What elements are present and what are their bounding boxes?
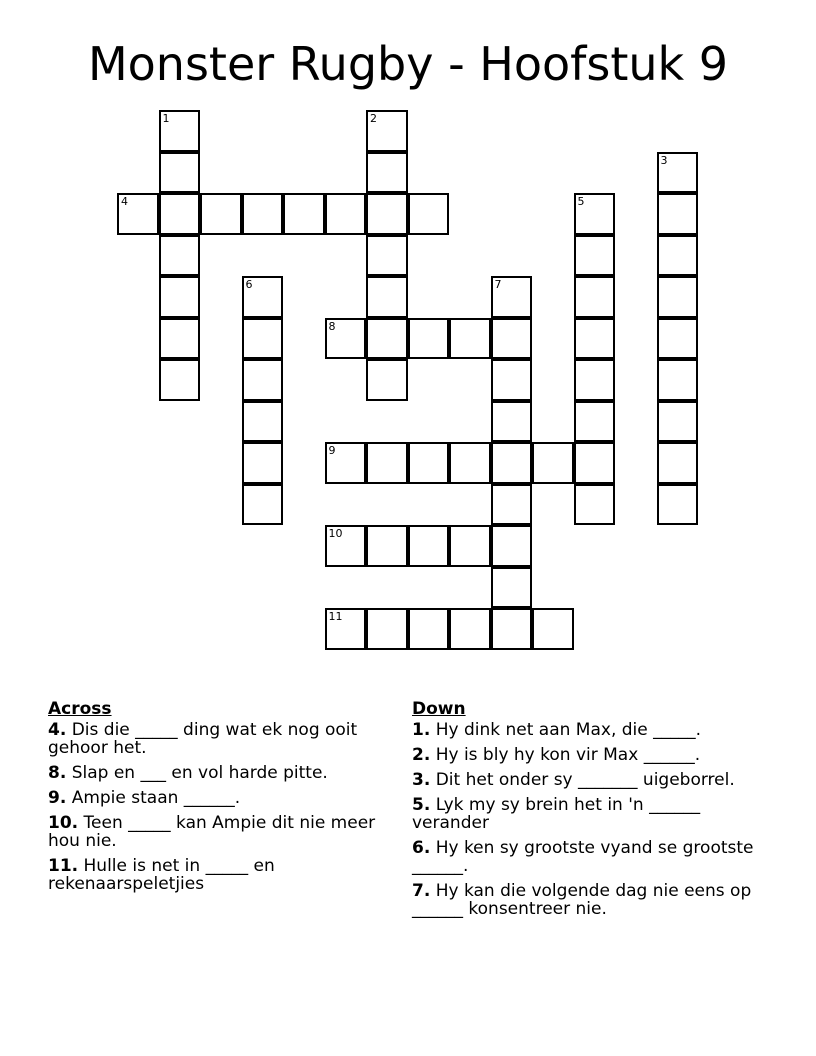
- across-clue: [48, 789, 378, 807]
- clue-number: 5.: [412, 795, 431, 815]
- across-clues: [48, 700, 378, 900]
- down-clue: [412, 796, 762, 832]
- clue-number: 9.: [48, 788, 67, 808]
- grid-cell[interactable]: [408, 608, 450, 650]
- grid-cell[interactable]: [657, 152, 699, 194]
- grid-cell[interactable]: [574, 276, 616, 318]
- grid-cell[interactable]: [366, 442, 408, 484]
- grid-cell[interactable]: [408, 525, 450, 567]
- grid-cell[interactable]: [159, 193, 201, 235]
- grid-cell[interactable]: [242, 484, 284, 526]
- clue-text: Ampie staan ______.: [66, 788, 241, 808]
- grid-cell[interactable]: [325, 318, 367, 360]
- grid-cell[interactable]: [657, 442, 699, 484]
- clue-text: Slap en ___ en vol harde pitte.: [66, 763, 328, 783]
- cell-number: 3: [660, 153, 668, 167]
- clue-text: Hy dink net aan Max, die _____.: [430, 720, 702, 740]
- clue-text: Dit het onder sy _______ uigeborrel.: [430, 770, 735, 790]
- clue-text: Hulle is net in _____ en rekenaarspeletjies: [48, 856, 275, 894]
- grid-cell[interactable]: [325, 608, 367, 650]
- down-heading: Down: [412, 699, 466, 719]
- grid-cell[interactable]: [657, 193, 699, 235]
- across-clue: [48, 857, 378, 893]
- grid-cell[interactable]: [491, 608, 533, 650]
- grid-cell[interactable]: [366, 152, 408, 194]
- grid-cell[interactable]: [366, 193, 408, 235]
- grid-cell[interactable]: [657, 318, 699, 360]
- grid-cell[interactable]: [325, 193, 367, 235]
- clue-number: 1.: [412, 720, 431, 740]
- grid-cell[interactable]: [200, 193, 242, 235]
- grid-cell[interactable]: [491, 401, 533, 443]
- cell-number: 8: [328, 319, 336, 333]
- clue-text: Dis die _____ ding wat ek nog ooit gehoor het.: [48, 720, 358, 758]
- grid-cell[interactable]: [657, 359, 699, 401]
- clue-text: Teen _____ kan Ampie dit nie meer hou nie.: [48, 813, 376, 851]
- clue-number: 11.: [48, 856, 79, 876]
- grid-cell[interactable]: [491, 567, 533, 609]
- clue-number: 3.: [412, 770, 431, 790]
- grid-cell[interactable]: [491, 442, 533, 484]
- grid-cell[interactable]: [242, 318, 284, 360]
- grid-cell[interactable]: [366, 608, 408, 650]
- grid-cell[interactable]: [574, 318, 616, 360]
- grid-cell[interactable]: [574, 442, 616, 484]
- cell-number: 10: [328, 527, 343, 540]
- grid-cell[interactable]: [325, 525, 367, 567]
- grid-cell[interactable]: [159, 235, 201, 277]
- cell-number: 4: [121, 195, 128, 208]
- clue-text: Hy kan die volgende dag nie eens op ______ konsentreer nie.: [412, 881, 752, 919]
- grid-cell[interactable]: [242, 359, 284, 401]
- grid-cell[interactable]: [117, 193, 159, 235]
- grid-cell[interactable]: [242, 276, 284, 318]
- down-clue: [412, 882, 762, 918]
- clue-text: Hy is bly hy kon vir Max ______.: [430, 745, 701, 765]
- cell-number: 2: [370, 112, 377, 125]
- grid-cell[interactable]: [574, 235, 616, 277]
- grid-cell[interactable]: [159, 110, 201, 152]
- grid-cell[interactable]: [408, 442, 450, 484]
- across-clue: [48, 764, 378, 782]
- grid-cell[interactable]: [366, 525, 408, 567]
- cell-number: 1: [162, 112, 170, 125]
- clue-number: 2.: [412, 745, 431, 765]
- clue-number: 10.: [48, 813, 79, 833]
- grid-cell[interactable]: [574, 484, 616, 526]
- down-clue: [412, 839, 762, 875]
- grid-cell[interactable]: [366, 359, 408, 401]
- across-clue: [48, 721, 378, 757]
- grid-cell[interactable]: [491, 318, 533, 360]
- page-title: Monster Rugby - Hoofstuk 9: [87, 37, 729, 91]
- clue-number: 7.: [412, 881, 431, 901]
- down-clue: [412, 721, 762, 739]
- grid-cell[interactable]: [574, 401, 616, 443]
- grid-cell[interactable]: [366, 318, 408, 360]
- across-clue: [48, 814, 378, 850]
- down-clues: [412, 700, 762, 925]
- grid-cell[interactable]: [657, 235, 699, 277]
- clue-number: 4.: [48, 720, 67, 740]
- grid-cell[interactable]: [159, 359, 201, 401]
- grid-cell[interactable]: [242, 193, 284, 235]
- grid-cell[interactable]: [449, 525, 491, 567]
- grid-cell[interactable]: [366, 110, 408, 152]
- grid-cell[interactable]: [491, 484, 533, 526]
- clue-number: 6.: [412, 838, 431, 858]
- grid-cell[interactable]: [366, 276, 408, 318]
- cell-number: 6: [245, 278, 253, 291]
- down-clue: [412, 746, 762, 764]
- grid-cell[interactable]: [491, 359, 533, 401]
- clue-number: 8.: [48, 763, 67, 783]
- grid-cell[interactable]: [532, 608, 574, 650]
- grid-cell[interactable]: [449, 442, 491, 484]
- grid-cell[interactable]: [408, 193, 450, 235]
- grid-cell[interactable]: [242, 442, 284, 484]
- down-clue: [412, 771, 762, 789]
- grid-cell[interactable]: [574, 193, 616, 235]
- clue-text: Hy ken sy grootste vyand se grootste ______.: [412, 838, 754, 876]
- across-heading: Across: [48, 699, 112, 719]
- grid-cell[interactable]: [159, 152, 201, 194]
- clue-text: Lyk my sy brein het in 'n ______ verander: [412, 795, 701, 833]
- grid-cell[interactable]: [491, 276, 533, 318]
- grid-cell[interactable]: [366, 235, 408, 277]
- grid-cell[interactable]: [325, 442, 367, 484]
- grid-cell[interactable]: [657, 276, 699, 318]
- grid-cell[interactable]: [574, 359, 616, 401]
- cell-number: 11: [328, 610, 343, 623]
- grid-cell[interactable]: [242, 401, 284, 443]
- grid-cell[interactable]: [159, 276, 201, 318]
- cell-number: 9: [328, 444, 336, 457]
- grid-cell[interactable]: [408, 318, 450, 360]
- grid-cell[interactable]: [657, 401, 699, 443]
- grid-cell[interactable]: [532, 442, 574, 484]
- grid-cell[interactable]: [449, 608, 491, 650]
- grid-cell[interactable]: [657, 484, 699, 526]
- cell-number: 5: [577, 195, 585, 208]
- grid-cell[interactable]: [283, 193, 325, 235]
- grid-cell[interactable]: [159, 318, 201, 360]
- cell-number: 7: [494, 278, 502, 291]
- grid-cell[interactable]: [449, 318, 491, 360]
- grid-cell[interactable]: [491, 525, 533, 567]
